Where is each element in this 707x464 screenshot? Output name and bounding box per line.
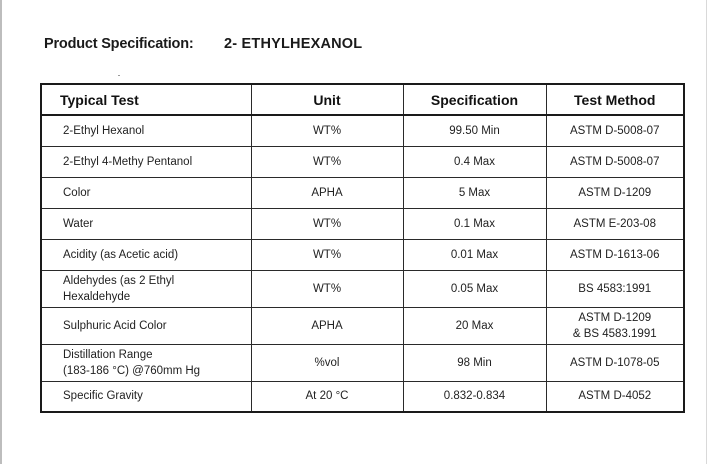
header-typical-test: Typical Test — [41, 84, 251, 115]
cell-method: ASTM D-4052 — [546, 381, 684, 412]
cell-spec: 5 Max — [403, 177, 546, 208]
cell-method: ASTM D-1209 — [546, 177, 684, 208]
product-name: 2- ETHYLHEXANOL — [224, 36, 363, 52]
cell-test: Water — [41, 208, 251, 239]
cell-method: BS 4583:1991 — [546, 270, 684, 307]
cell-unit: APHA — [251, 307, 403, 344]
cell-spec: 0.832-0.834 — [403, 381, 546, 412]
header-unit: Unit — [251, 84, 403, 115]
cell-test: Color — [41, 177, 251, 208]
header-specification: Specification — [403, 84, 546, 115]
cell-test: Acidity (as Acetic acid) — [41, 239, 251, 270]
header-test-method: Test Method — [546, 84, 684, 115]
cell-method: ASTM E-203-08 — [546, 208, 684, 239]
page-left-edge — [0, 0, 2, 464]
table-row — [41, 344, 684, 381]
cell-unit: WT% — [251, 115, 403, 146]
cell-unit: At 20 °C — [251, 381, 403, 412]
cell-method — [546, 307, 684, 344]
cell-test: 2-Ethyl Hexanol — [41, 115, 251, 146]
cell-spec: 0.01 Max — [403, 239, 546, 270]
cell-spec: 98 Min — [403, 344, 546, 381]
cell-method: ASTM D-5008-07 — [546, 115, 684, 146]
table-row — [41, 307, 684, 344]
cell-test: 2-Ethyl 4-Methy Pentanol — [41, 146, 251, 177]
cell-unit: WT% — [251, 208, 403, 239]
table-row — [41, 177, 684, 208]
table-row — [41, 146, 684, 177]
cell-test: Specific Gravity — [41, 381, 251, 412]
cell-test — [41, 270, 251, 307]
scan-speck — [118, 75, 120, 76]
cell-unit: WT% — [251, 270, 403, 307]
table-row — [41, 208, 684, 239]
cell-spec: 0.1 Max — [403, 208, 546, 239]
cell-method: ASTM D-1613-06 — [546, 239, 684, 270]
cell-method: ASTM D-1078-05 — [546, 344, 684, 381]
cell-spec: 0.4 Max — [403, 146, 546, 177]
cell-unit: %vol — [251, 344, 403, 381]
cell-spec: 0.05 Max — [403, 270, 546, 307]
cell-unit: APHA — [251, 177, 403, 208]
header-label: Product Specification: — [44, 36, 194, 52]
table-row — [41, 270, 684, 307]
cell-test-line2: Hexaldehyde — [63, 290, 131, 303]
table-header-row — [41, 84, 684, 115]
document-header — [44, 36, 362, 52]
cell-method: ASTM D-5008-07 — [546, 146, 684, 177]
cell-test-line1: Aldehydes (as 2 Ethyl — [63, 274, 175, 287]
cell-method-line2: & BS 4583.1991 — [572, 327, 657, 340]
cell-unit: WT% — [251, 146, 403, 177]
specification-table — [40, 83, 685, 413]
table-row — [41, 381, 684, 412]
cell-test-line1: Distillation Range — [63, 348, 153, 361]
cell-unit: WT% — [251, 239, 403, 270]
cell-spec: 20 Max — [403, 307, 546, 344]
cell-method-line1: ASTM D-1209 — [578, 311, 652, 324]
table-row — [41, 239, 684, 270]
table-row — [41, 115, 684, 146]
cell-test: Sulphuric Acid Color — [41, 307, 251, 344]
cell-test-line2: (183-186 °C) @760mm Hg — [63, 364, 201, 377]
cell-test — [41, 344, 251, 381]
cell-spec: 99.50 Min — [403, 115, 546, 146]
